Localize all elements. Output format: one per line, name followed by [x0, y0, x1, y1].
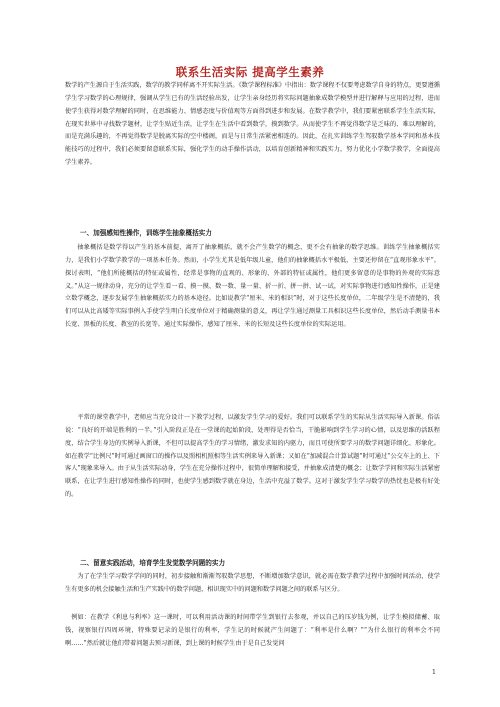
section-1-heading: 一、加强感知性操作，训练学生抽象概括实力 [80, 229, 212, 237]
section-2-heading: 二、留意实践活动，培育学生发觉数学问题的实力 [80, 559, 226, 567]
document-title: 联系生活实际 提高学生素养 [175, 65, 325, 79]
section-2-paragraph-2: 例如：在教学《利息与利率》这一课时，可以利用活动课的时间带学生到银行去参观，并以自己的压岁钱为例，让学生模拟储蓄、取钱，视察银行四周环境，特殊要记录的是银行的利率，学生记的时候就产生问题了：“利率是什么啊？”“为什么银行的利率会不同啊……”然后就让他们带着问题去预习新课，到上课的时候学生由于是自己发觉问 [65, 614, 440, 647]
section-2-paragraph-1: 为了在学生学习数学学问的同时，初步接触和渐渐驾驭数学思想，不断增加数学意识，就必需在数学教学过程中加强时间活动，使学生有更多的机会接触生活和生产实践中的数学问题，相识现实中的问题和数学问题之间的联系与区分。 [65, 573, 440, 593]
section-1-paragraph-1: 抽象概括是数学得以产生的基本前提，离开了抽象概括，就不会产生数学的概念，更不会有抽象的数学思维。训练学生抽象概括实力，是我们小学数学教学的一项基本任务。然而，小学生尤其是低年级儿童，他们的抽象概括水平极低，主要还停留在“直观形象水平”。探讨表明，“他们所能概括的特征或属性，经常是事物的直观的、形象的、外部的特征或属性，他们更多留意的是事物的外观的实际意义。”从这一规律动身，充分的让学生看一看、摸一摸、数一数、量一量、折一折、拼一拼、试一试，对实际事物进行感知性操作，正是建立数学概念，逐步发展学生抽象概括实力的基本途径。比如说教学“厘米、米的相识”时，对于这些长度单位，二年级学生是不清楚的，我们可以从比高矮等实际事例入手使学生明白长度单位对于精确测量的意义，再让学生通过测量工具相识这些长度单位，然后动手测量书本长宽、黑板的长度、教室的长宽等。通过实际操作，感知了厘米、米的长短及这些长度单位的实际运用。 [65, 244, 440, 329]
intro-paragraph: 数学的产生源自于生活实践，数学的教学同样离不开实际生活。《数学课程标准》中指出：数学课程不仅要考虑数学自身的特点，更要遵循学生学习数学的心理规律，强调从学生已有的生活经验出发，让学生亲身经历将实际问题抽象成数学模型并进行解释与应用的过程，进而使学生获得对数学理解的同时，在思维能力、情感态度与价值观等方面得到进步和发展。在数学教学中，我们要紧密联系学生生活实际，在现实世界中寻找数学题材，让学生贴近生活，让学生在生活中看到数学，摸到数学。从而使学生不再觉得数学是乏味的、难以理解的，而是充满乐趣的，不再觉得数学是脱离实际的空中楼阁，而是与日常生活紧密相连的。因此，在扎实训练学生驾驭数学基本学问和基本技能技巧的过程中，我们必须要留意联系实际，强化学生的动手操作活动，以培育创新精神和实践实力，努力优化小学数学教学，全面提高学生素养。 [65, 82, 440, 167]
page-number: 1 [431, 668, 436, 676]
section-1-paragraph-2: 平常的课堂教学中，老师应当充分设计一下教学过程，以激发学生学习的爱好。我们可以联系学生的实际从生活实际导入新课。俗话说：“良好的开端是胜利的一半。”引入阶段正是在一堂课的起始阶段，处理得是否恰当，干脆影响到学生学习的心情，以及思维的活跃程度，结合学生身边的实例导入新课，不但可以提高学生的学习情绪，激发求知的内驱力，而且可使所要学习的数学问题详细化、形象化。如在教学“比例尺”时可通过画窗口的操作以及照相机照相等生活实例来导入新课；又如在“加减混合计算试题”时可通过“公交车上的上、下客人”现象来导入。由于从生活实际动身，学生在充分操作过程中，很简单理解和接受，并抽象成清楚的概念；让数学学问和实际生活紧密联系，在让学生进行感知性操作的同时，也使学生感到数学就在身边，生活中充溢了数学。这对于激发学生学习数学的热忱也是极有好处的。 [65, 414, 440, 499]
